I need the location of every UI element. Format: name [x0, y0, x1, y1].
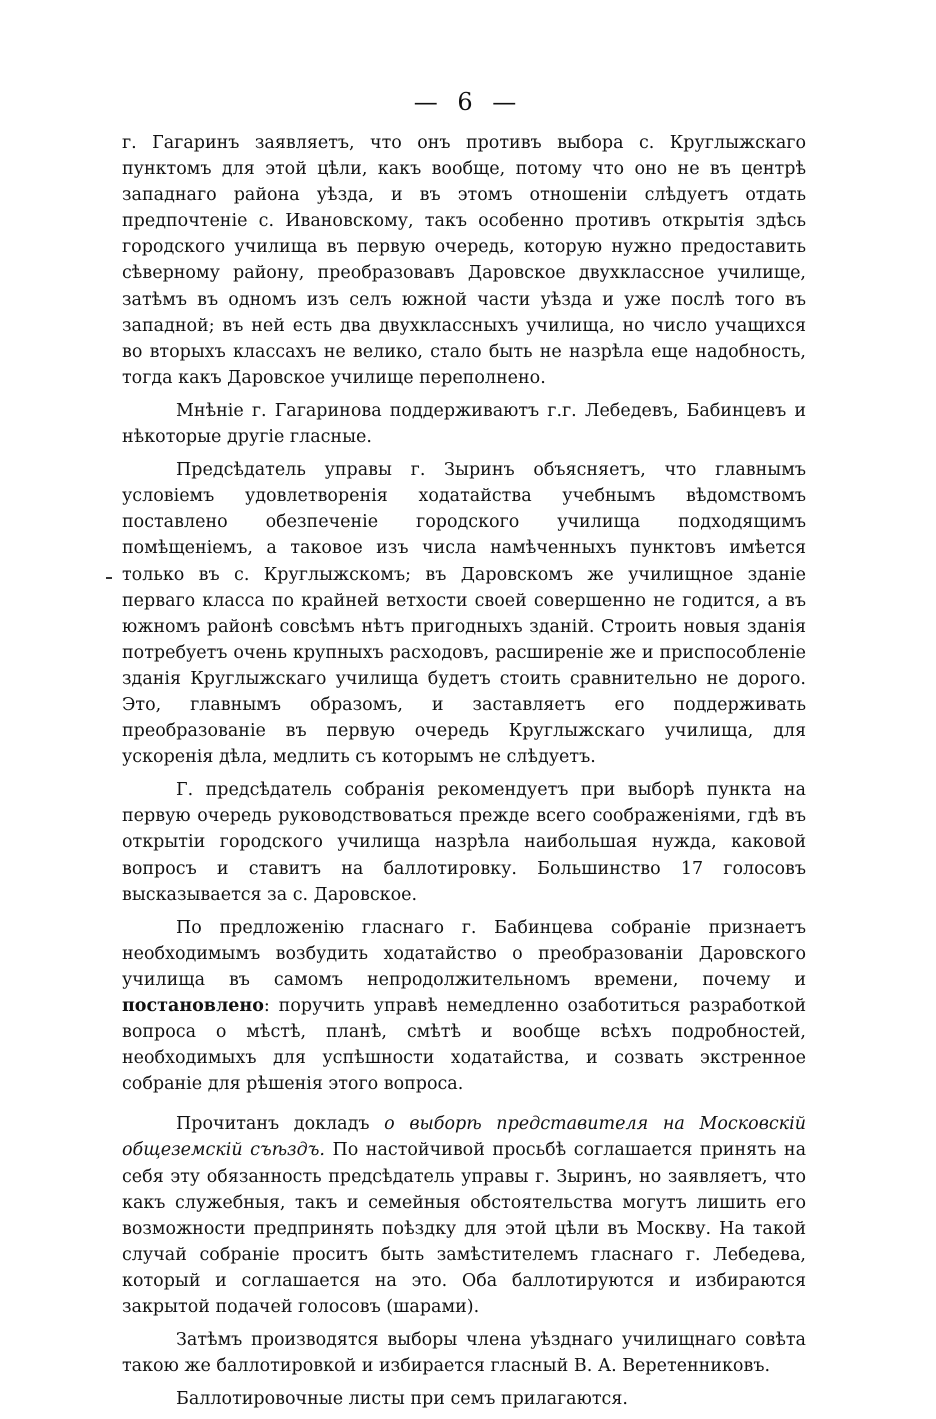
paragraph-council-election: Затѣмъ производятся выборы члена уѣзднаго училищнаго совѣта такою же баллотировкой и избирается гласный В. А. Веретенниковъ.: [122, 1330, 806, 1377]
resolution-keyword: постановлено: [122, 996, 264, 1016]
body-text: [122, 130, 806, 1419]
margin-mark: [106, 577, 112, 579]
paragraph-ballot-sheets: Баллотировочные листы при семъ прилагаются.: [176, 1389, 628, 1410]
paragraph-moscow-congress: [122, 1111, 806, 1320]
paragraph-assembly-chairman: Г. предсѣдатель собранія рекомендуетъ при выборѣ пункта на первую очередь руководствоваться прежде всего соображеніями, гдѣ въ открытіи городского училища назрѣла наибольшая нужда, каковой вопросъ и ставитъ на баллотировку. Большинство 17 голосовъ высказывается за с. Даровское.: [122, 780, 806, 905]
page-number: — 6 —: [413, 88, 523, 116]
resolution-text-before: По предложенію гласнаго г. Бабинцева собраніе признаетъ необходимымъ возбудить ходатайство о преобразованіи Даровского училища въ самомъ непродолжительномъ времени, почему и: [122, 917, 806, 990]
paragraph-chairman-explanation: Предсѣдатель управы г. Зыринъ объясняетъ, что главнымъ условіемъ удовлетворенія ходатайства учебнымъ вѣдомствомъ поставлено обезпеченіе городского училища подходящимъ помѣщеніемъ, а таковое изъ числа намѣченныхъ пунктовъ имѣется только въ с. Круглыжскомъ; въ Даровскомъ же училищное зданіе перваго класса по крайней ветхости своей совершенно не годится, а въ южномъ районѣ совсѣмъ нѣтъ пригодныхъ зданій. Строить новыя зданія потребуетъ очень крупныхъ расходовъ, расширеніе же и приспособленіе зданія Круглыжскаго училища будетъ стоить сравнительно не дорого. Это, главнымъ образомъ, и заставляетъ его поддерживать преобразованіе въ первую очередь Круглыжскаго училища, для ускоренія дѣла, медлить съ которымъ не слѣдуетъ.: [122, 460, 806, 768]
paragraph-gagarin-statement: г. Гагаринъ заявляетъ, что онъ противъ выбора с. Круглыжскаго пунктомъ для этой цѣли, какъ вообще, потому что оно не въ центрѣ западнаго района уѣзда, и въ этомъ отношеніи слѣдуетъ отдать предпочтеніе с. Ивановскому, такъ особенно противъ открытія здѣсь городского училища въ первую очередь, которую нужно предоставить сѣверному району, преобразовавъ Даровское двухклассное училище, затѣмъ въ одномъ изъ селъ южной части уѣзда и уже послѣ того въ западной; въ ней есть два двухклассныхъ училища, но число учащихся во вторыхъ классахъ не велико, стало быть не назрѣла еще надобность, тогда какъ Даровское училище переполнено.: [122, 133, 806, 388]
congress-text-before: Прочитанъ докладъ: [176, 1114, 385, 1135]
congress-text-after: По настойчивой просьбѣ соглашается принять на себя эту обязанность предсѣдатель управы г. Зыринъ, но заявляетъ, что какъ служебныя, такъ и семейныя обстоятельства могутъ лишить его возможности предпринять поѣздку для этой цѣли въ Москву. На такой случай собраніе проситъ быть замѣстителемъ гласнаго г. Лебедева, который и соглашается на это. Оба баллотируются и избираются закрытой подачей голосовъ (шарами).: [122, 1140, 806, 1318]
paragraph-opinion-support: Мнѣніе г. Гагаринова поддерживаютъ г.г. Лебедевъ, Бабинцевъ и нѣкоторые другіе гласные.: [122, 400, 806, 448]
congress-report-title: о выборѣ представителя на Московскій общеземскій съѣздъ.: [122, 1114, 807, 1161]
paragraph-resolution: [122, 915, 806, 1098]
resolution-text-after: : поручить управѣ немедленно озаботиться разработкой вопроса о мѣстѣ, планѣ, смѣтѣ и вообще всѣхъ подробностей, необходимыхъ для успѣшности ходатайства, и созвать экстренное собраніе для рѣшенія этого вопроса.: [122, 996, 806, 1095]
